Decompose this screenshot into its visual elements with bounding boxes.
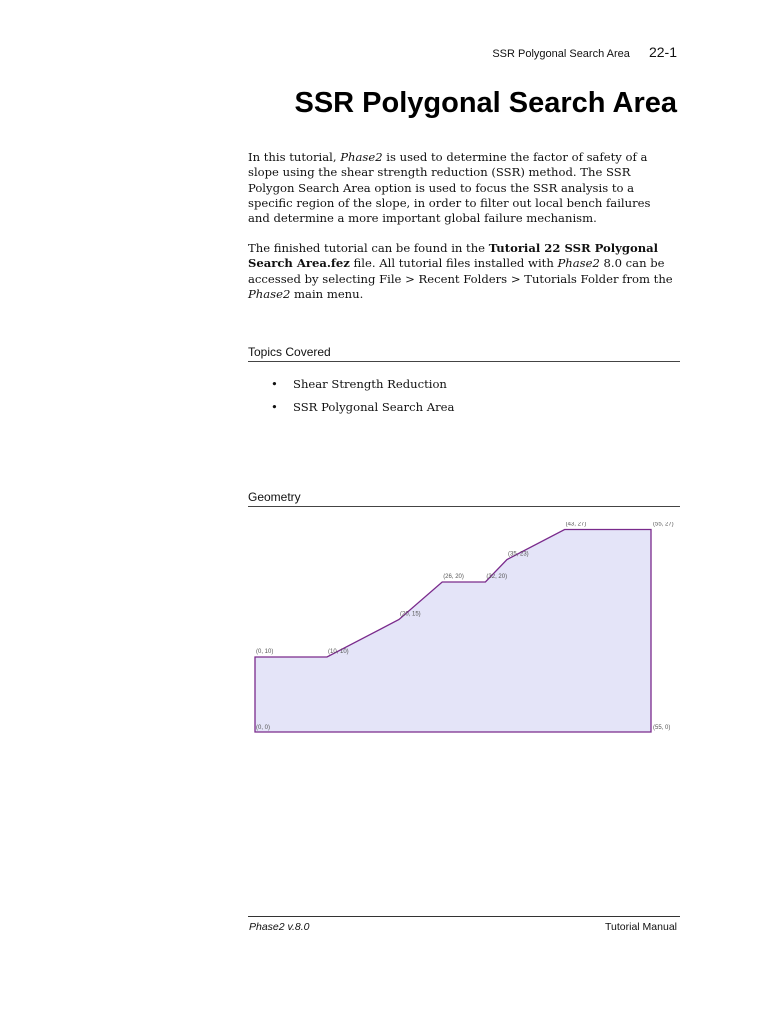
- intro-paragraph: [248, 150, 673, 226]
- slope-boundary: [255, 530, 651, 733]
- footer-divider: [248, 916, 680, 917]
- finished-tutorial-paragraph: [248, 241, 673, 302]
- running-header-title: SSR Polygonal Search Area: [492, 48, 630, 60]
- running-header: [492, 44, 677, 60]
- topic-label: Shear Strength Reduction: [293, 377, 447, 391]
- page-title: SSR Polygonal Search Area: [294, 87, 677, 119]
- vertex-label: (26, 20): [443, 574, 464, 580]
- topic-label: SSR Polygonal Search Area: [293, 400, 455, 414]
- vertex-label: (55, 0): [653, 725, 671, 731]
- finished-text: 8.0 can be accessed by selecting File > Recent Folders > Tutorials Folder from the: [248, 256, 673, 286]
- finished-text: file. All tutorial files installed with: [349, 256, 558, 271]
- topics-list: [271, 377, 454, 423]
- vertex-label: (55, 27): [653, 522, 674, 528]
- vertex-label: (43, 27): [565, 522, 587, 528]
- vertex-label: (0, 0): [256, 725, 271, 731]
- finished-text: The finished tutorial can be found in the: [248, 241, 489, 255]
- topics-covered-heading: Topics Covered: [248, 345, 680, 362]
- vertex-label: (32, 20): [486, 574, 508, 580]
- geometry-figure: [248, 522, 680, 742]
- vertex-label: (0, 10): [256, 649, 274, 655]
- vertex-label: (20, 15): [400, 611, 421, 618]
- finished-text: main menu.: [290, 286, 364, 301]
- footer-manual-name: Tutorial Manual: [605, 921, 677, 933]
- footer-product-version: Phase2 v.8.0: [249, 921, 310, 933]
- vertex-label: (10, 10): [328, 649, 349, 655]
- product-name: Phase2: [557, 256, 600, 271]
- bullet-icon: •: [271, 400, 278, 414]
- bullet-icon: •: [271, 377, 278, 391]
- geometry-heading: Geometry: [248, 490, 680, 507]
- list-item: [271, 400, 454, 423]
- product-name: Phase2: [248, 286, 291, 301]
- product-name: Phase2: [340, 150, 383, 164]
- intro-text: is used to determine the factor of safety of a slope using the shear strength reduction (SSR) method. The SSR Polygon Search Area option is used to focus the SSR analysis to a specific region of the slope, in order to filter out local bench failures and determine a more important global failure mechanism.: [248, 150, 651, 226]
- tutorial-file-name: Tutorial 22 SSR Polygonal Search Area.fez: [248, 241, 659, 271]
- intro-text: In this tutorial,: [248, 150, 341, 164]
- vertex-label: (35, 23): [508, 551, 529, 558]
- list-item: [271, 377, 454, 400]
- page-number: 22-1: [648, 44, 677, 60]
